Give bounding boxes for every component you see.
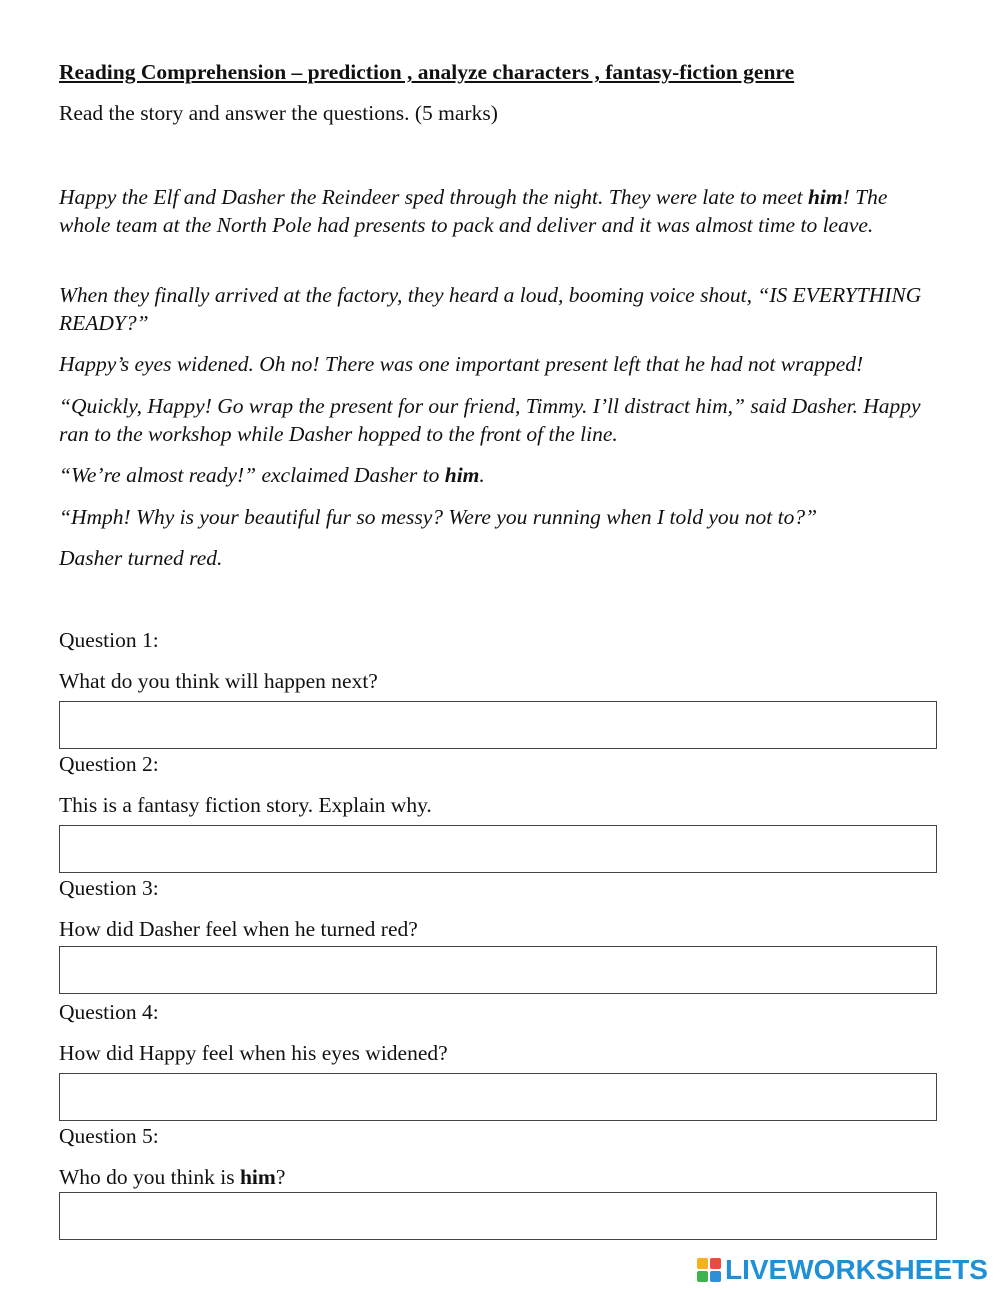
answer-input-1[interactable] (60, 702, 936, 748)
logo-text: LIVEWORKSHEETS (725, 1254, 988, 1285)
story-text: “We’re almost ready!” exclaimed Dasher to (59, 463, 445, 487)
story-paragraph (59, 461, 939, 489)
story-text: Happy the Elf and Dasher the Reindeer sped through the night. They were late to meet (59, 185, 808, 209)
answer-box-5[interactable] (59, 1192, 937, 1240)
logo-block-icon (710, 1271, 721, 1282)
answer-box-2[interactable] (59, 825, 937, 873)
story-paragraph (59, 183, 939, 239)
question-1-label: Question 1: (59, 628, 159, 652)
question-5-text (59, 1165, 285, 1190)
question-3-label: Question 3: (59, 876, 159, 900)
answer-box-3[interactable] (59, 946, 937, 994)
question-3-text: How did Dasher feel when he turned red? (59, 917, 418, 941)
liveworksheets-logo-icon (697, 1258, 721, 1282)
story-paragraph: “Quickly, Happy! Go wrap the present for our friend, Timmy. I’ll distract him,” said Dasher. Happy ran to the workshop while Dasher hopped to the front of the line. (59, 394, 921, 446)
story-bold-word: him (444, 463, 480, 487)
question-text-part: ? (275, 1165, 286, 1189)
answer-input-5[interactable] (60, 1193, 936, 1239)
question-2-text: This is a fantasy fiction story. Explain why. (59, 793, 432, 817)
story-text: . (479, 463, 485, 487)
question-bold-word: him (239, 1165, 276, 1189)
liveworksheets-logo (697, 1254, 988, 1285)
story-paragraph: Happy’s eyes widened. Oh no! There was one important present left that he had not wrapped! (59, 352, 864, 376)
answer-input-2[interactable] (60, 826, 936, 872)
question-1-text: What do you think will happen next? (59, 669, 378, 693)
story-text: ! The whole team at the North Pole had presents to pack and deliver and it was almost time to leave. (59, 185, 888, 237)
question-5-label: Question 5: (59, 1124, 159, 1148)
answer-box-1[interactable] (59, 701, 937, 749)
question-4-label: Question 4: (59, 1000, 159, 1024)
story-paragraph: Dasher turned red. (59, 546, 223, 570)
logo-block-icon (697, 1271, 708, 1282)
question-4-text: How did Happy feel when his eyes widened? (59, 1041, 448, 1065)
logo-block-icon (710, 1258, 721, 1269)
instructions-text: Read the story and answer the questions. (5 marks) (59, 101, 498, 125)
story-paragraph: When they finally arrived at the factory, they heard a loud, booming voice shout, “IS EVERYTHING READY?” (59, 283, 922, 335)
question-2-label: Question 2: (59, 752, 159, 776)
question-text-part: Who do you think is (59, 1165, 240, 1189)
story-paragraph: “Hmph! Why is your beautiful fur so messy? Were you running when I told you not to?” (59, 505, 818, 529)
answer-input-3[interactable] (60, 947, 936, 993)
answer-input-4[interactable] (60, 1074, 936, 1120)
story-bold-word: him (807, 185, 843, 209)
answer-box-4[interactable] (59, 1073, 937, 1121)
logo-block-icon (697, 1258, 708, 1269)
worksheet-title: Reading Comprehension – prediction , analyze characters , fantasy-fiction genre (59, 60, 795, 84)
